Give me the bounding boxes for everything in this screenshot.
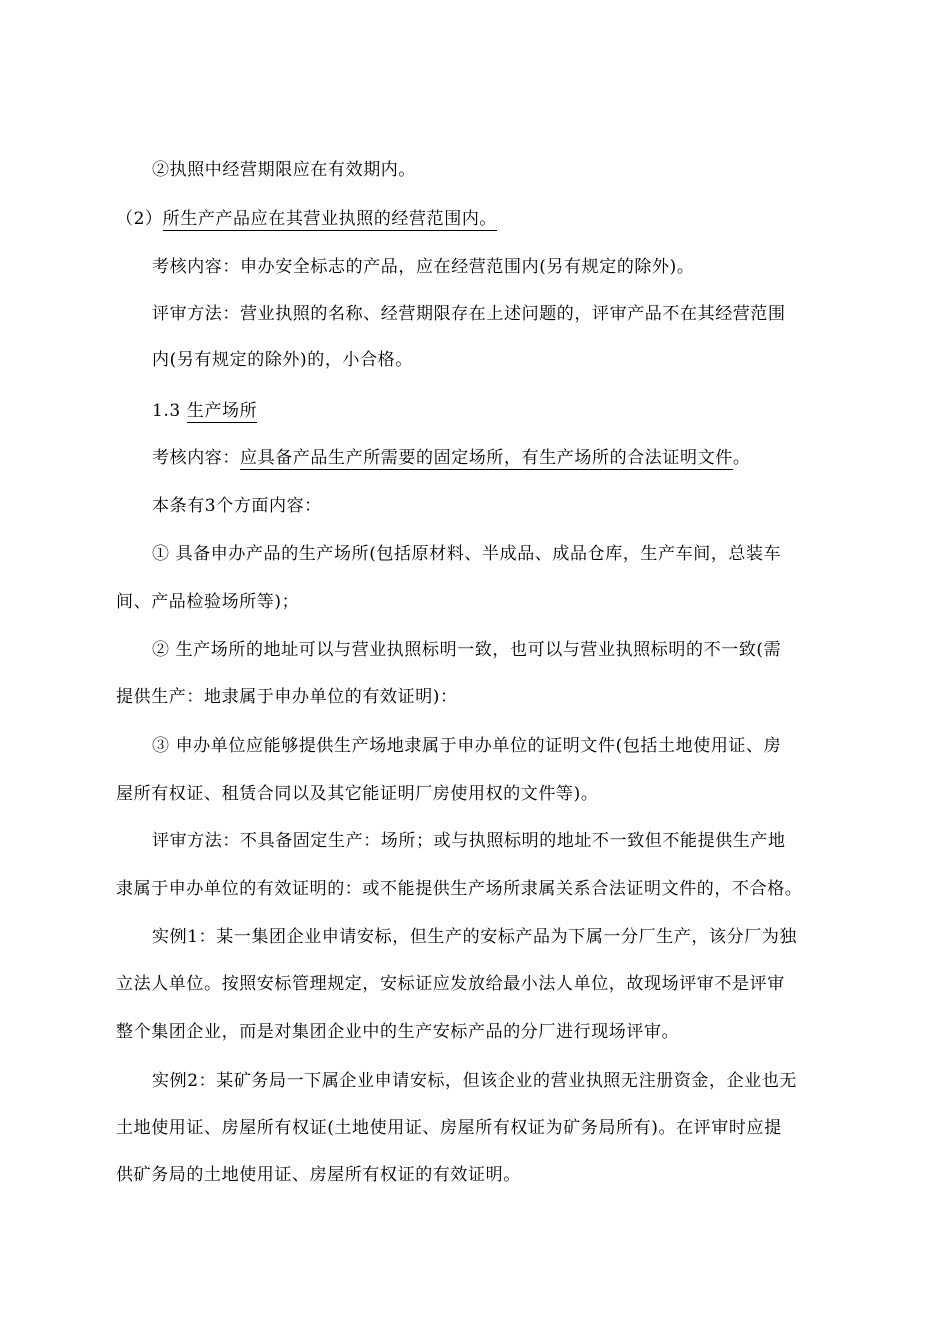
text-line: 评审方法：营业执照的名称、经营期限存在上述问题的，评审产品不在其经营范围 <box>152 304 786 324</box>
text-line: 评审方法：不具备固定生产：场所；或与执照标明的地址不一致但不能提供生产地 <box>152 831 786 851</box>
assessment-label: 考核内容： <box>152 448 240 468</box>
heading-number: 1.3 <box>152 401 187 421</box>
assessment-underlined-text: 应具备产品生产所需要的固定场所，有生产场所的合法证明文件 <box>240 448 733 468</box>
text-line: 实例2：某矿务局一下属企业申请安标，但该企业的营业执照无注册资金，企业也无 <box>152 1071 798 1091</box>
text-line: 土地使用证、房屋所有权证(土地使用证、房屋所有权证为矿务局所有)。在评审时应提 <box>116 1118 782 1138</box>
text-line: ②执照中经营期限应在有效期内。 <box>152 160 416 180</box>
text-line: 屋所有权证、租赁合同以及其它能证明厂房使用权的文件等)。 <box>116 784 599 804</box>
heading-number: （2） <box>116 209 163 229</box>
text-line: 立法人单位。按照安标管理规定，安标证应发放给最小法人单位，故现场评审不是评审 <box>116 974 785 994</box>
assessment-period: 。 <box>732 448 751 468</box>
text-line: ③ 申办单位应能够提供生产场地隶属于申办单位的证明文件(包括土地使用证、房 <box>152 736 782 756</box>
text-line: 考核内容：申办安全标志的产品，应在经营范围内(另有规定的除外)。 <box>152 257 695 277</box>
section-heading-1-3 <box>152 399 257 423</box>
text-line: 整个集团企业，而是对集团企业中的生产安标产品的分厂进行现场评审。 <box>116 1022 680 1042</box>
heading-underlined-text: 所生产产品应在其营业执照的经营范围内。 <box>162 209 498 229</box>
assessment-line <box>152 446 750 470</box>
section-heading-2 <box>116 207 497 231</box>
text-line: 隶属于申办单位的有效证明的：或不能提供生产场所隶属关系合法证明文件的，不合格。 <box>116 879 803 899</box>
text-line: 提供生产：地隶属于申办单位的有效证明)： <box>116 687 458 707</box>
text-line: 供矿务局的土地使用证、房屋所有权证的有效证明。 <box>116 1165 521 1185</box>
text-line: 实例1：某一集团企业申请安标，但生产的安标产品为下属一分厂生产，该分厂为独 <box>152 927 798 947</box>
text-line: ① 具备申办产品的生产场所(包括原材料、半成品、成品仓库，生产车间，总装车 <box>152 544 782 564</box>
text-line: 内(另有规定的除外)的，小合格。 <box>152 350 413 370</box>
text-line: 本条有3个方面内容： <box>152 496 322 516</box>
text-line: 间、产品检验场所等)； <box>116 592 300 612</box>
text-line: ② 生产场所的地址可以与营业执照标明一致，也可以与营业执照标明的不一致(需 <box>152 640 782 660</box>
heading-underlined-text: 生产场所 <box>186 401 258 421</box>
